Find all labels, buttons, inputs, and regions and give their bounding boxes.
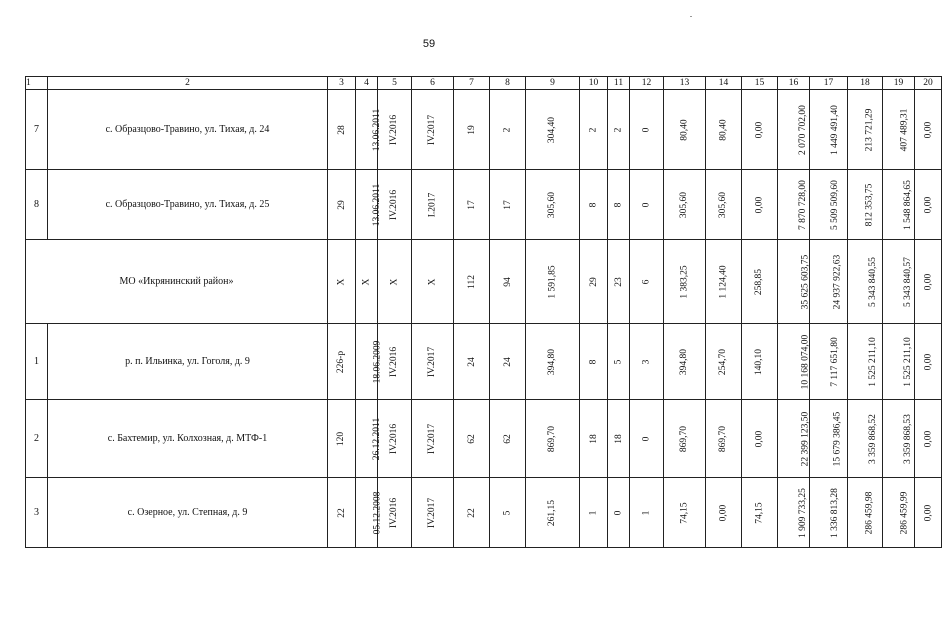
cell-value: 394,80	[547, 348, 558, 376]
cell-c11	[608, 170, 630, 240]
cell-c13	[664, 170, 706, 240]
cell-value: 8	[588, 359, 599, 365]
cell-c18	[848, 478, 883, 548]
cell-c10	[580, 170, 608, 240]
cell-c15	[742, 400, 778, 478]
cell-value: 26.12.2011	[372, 417, 383, 461]
cell-c11	[608, 324, 630, 400]
cell-c7	[454, 240, 490, 324]
cell-value: 94	[502, 277, 513, 287]
cell-value: 74,15	[679, 502, 690, 524]
cell-value: 258,85	[754, 268, 765, 296]
cell-c17	[810, 90, 848, 170]
cell-c4	[356, 170, 383, 240]
cell-value: 869,70	[718, 425, 729, 453]
cell-value: 226-р	[336, 350, 347, 374]
cell-value: IV.2017	[427, 423, 438, 455]
header-row	[26, 77, 942, 90]
cell-c15	[742, 170, 778, 240]
address-cell: с. Образцово-Травино, ул. Тихая, д. 24	[48, 90, 328, 170]
address-cell: р. п. Ильинка, ул. Гоголя, д. 9	[48, 324, 328, 400]
cell-c11	[608, 240, 630, 324]
cell-value: 394,80	[679, 348, 690, 376]
cell-value: X	[361, 278, 372, 286]
cell-value: 812 353,75	[864, 183, 875, 227]
cell-value: X	[389, 278, 400, 286]
column-header: 4	[356, 77, 378, 90]
cell-value: 0,00	[754, 430, 765, 448]
cell-c6	[412, 240, 454, 324]
cell-value: 24	[466, 357, 477, 367]
cell-value: 869,70	[679, 425, 690, 453]
column-header: 12	[630, 77, 664, 90]
cell-c15	[742, 324, 778, 400]
cell-value: 29	[588, 277, 599, 287]
cell-c17	[810, 400, 848, 478]
cell-value: 62	[466, 434, 477, 444]
cell-c12	[630, 400, 664, 478]
column-header: 5	[378, 77, 412, 90]
cell-value: 22 399 123,50	[800, 411, 811, 467]
cell-value: 1 336 813,28	[829, 488, 840, 538]
row-number: 3	[26, 478, 48, 548]
cell-value: 22	[336, 508, 347, 518]
cell-value: 80,40	[718, 119, 729, 141]
cell-c7	[454, 400, 490, 478]
cell-c9	[526, 170, 580, 240]
column-header: 17	[810, 77, 848, 90]
cell-c20	[915, 170, 942, 240]
cell-value: IV.2016	[389, 497, 400, 529]
cell-c3	[328, 90, 356, 170]
cell-value: IV.2016	[389, 114, 400, 146]
cell-c5	[378, 90, 412, 170]
register-table	[25, 76, 942, 548]
row-number: 2	[26, 400, 48, 478]
cell-c18	[848, 400, 883, 478]
cell-c20	[915, 240, 942, 324]
cell-value: 304,40	[547, 116, 558, 144]
cell-value: 7 117 651,80	[829, 337, 840, 387]
cell-c17	[810, 324, 848, 400]
cell-c9	[526, 90, 580, 170]
cell-value: 305,60	[718, 191, 729, 219]
cell-value: 1 383,25	[679, 265, 690, 299]
address-cell: с. Озерное, ул. Степная, д. 9	[48, 478, 328, 548]
cell-value: 0,00	[923, 430, 933, 448]
cell-value: 286 459,99	[899, 491, 910, 535]
cell-value: 8	[613, 202, 624, 208]
cell-c12	[630, 240, 664, 324]
cell-value: 15 679 386,45	[832, 411, 843, 467]
cell-c19	[883, 170, 915, 240]
cell-c17	[810, 170, 848, 240]
cell-value: 23	[613, 277, 624, 287]
column-header: 6	[412, 77, 454, 90]
cell-c16	[778, 324, 810, 400]
cell-value: 17	[466, 200, 477, 210]
cell-value: 869,70	[547, 425, 558, 453]
column-header: 14	[706, 77, 742, 90]
cell-value: 74,15	[754, 502, 765, 524]
cell-value: 0,00	[923, 504, 933, 522]
cell-value: 1	[588, 510, 599, 516]
cell-value: 0,00	[718, 504, 729, 522]
cell-c12	[630, 324, 664, 400]
row-number: 1	[26, 324, 48, 400]
cell-value: 0	[641, 436, 652, 442]
cell-c7	[454, 90, 490, 170]
cell-c4	[356, 400, 383, 478]
cell-value: 3 359 868,52	[867, 414, 878, 464]
cell-c11	[608, 90, 630, 170]
cell-c18	[848, 90, 883, 170]
cell-value: 0,00	[923, 353, 933, 371]
cell-c6	[412, 90, 454, 170]
cell-c10	[580, 400, 608, 478]
row-number: 7	[26, 90, 48, 170]
cell-value: 10 168 074,00	[800, 334, 811, 390]
cell-value: 3 359 868,53	[902, 414, 913, 464]
cell-value: IV.2017	[427, 114, 438, 146]
cell-value: 19	[466, 125, 477, 135]
cell-value: 305,60	[679, 191, 690, 219]
column-header: 16	[778, 77, 810, 90]
cell-c6	[412, 324, 454, 400]
cell-value: 0	[641, 202, 652, 208]
cell-c13	[664, 240, 706, 324]
cell-c10	[580, 240, 608, 324]
cell-value: IV.2017	[427, 346, 438, 378]
cell-c16	[778, 240, 810, 324]
cell-value: 213 721,29	[864, 108, 875, 152]
cell-value: IV.2016	[389, 346, 400, 378]
cell-value: 5 343 840,57	[902, 257, 913, 307]
cell-c3	[328, 478, 356, 548]
cell-c5	[378, 478, 412, 548]
column-header: 15	[742, 77, 778, 90]
cell-value: 261,15	[547, 499, 558, 527]
cell-value: 7 870 728,00	[797, 180, 808, 230]
cell-c9	[526, 240, 580, 324]
cell-value: 28	[336, 125, 347, 135]
cell-c6	[412, 400, 454, 478]
cell-c14	[706, 324, 742, 400]
cell-c12	[630, 90, 664, 170]
cell-c4	[356, 324, 383, 400]
cell-value: 1 591,85	[547, 265, 558, 299]
column-header: 11	[608, 77, 630, 90]
cell-value: 0,00	[923, 273, 933, 291]
cell-value: 1 548 864,65	[902, 180, 913, 230]
cell-c3	[328, 400, 356, 478]
column-header: 20	[915, 77, 942, 90]
cell-c19	[883, 90, 915, 170]
cell-c11	[608, 400, 630, 478]
cell-c19	[883, 240, 915, 324]
cell-c14	[706, 170, 742, 240]
cell-c14	[706, 90, 742, 170]
cell-value: 2 070 702,00	[797, 105, 808, 155]
cell-c8	[490, 324, 526, 400]
cell-c6	[412, 170, 454, 240]
cell-value: 13.06.2011	[372, 183, 383, 227]
cell-value: 120	[336, 431, 347, 447]
row-number: 8	[26, 170, 48, 240]
cell-value: 1	[641, 510, 652, 516]
cell-c16	[778, 90, 810, 170]
cell-c19	[883, 400, 915, 478]
cell-c9	[526, 400, 580, 478]
cell-value: X	[427, 278, 438, 286]
cell-c8	[490, 240, 526, 324]
cell-value: 1 449 491,40	[829, 105, 840, 155]
cell-c19	[883, 324, 915, 400]
cell-c18	[848, 324, 883, 400]
column-header: 1	[26, 77, 48, 90]
cell-c16	[778, 400, 810, 478]
cell-c10	[580, 324, 608, 400]
cell-c19	[883, 478, 915, 548]
cell-value: 05.12.2008	[372, 491, 383, 535]
cell-value: 407 489,31	[899, 108, 910, 152]
column-header: 3	[328, 77, 356, 90]
cell-c11	[608, 478, 630, 548]
column-header: 2	[48, 77, 328, 90]
cell-value: X	[336, 278, 347, 286]
cell-c4	[356, 90, 383, 170]
table-row	[26, 400, 942, 478]
cell-value: 22	[466, 508, 477, 518]
cell-c3	[328, 240, 356, 324]
cell-value: 0	[613, 510, 624, 516]
cell-c7	[454, 324, 490, 400]
cell-c15	[742, 90, 778, 170]
cell-c18	[848, 240, 883, 324]
cell-c16	[778, 170, 810, 240]
cell-c17	[810, 478, 848, 548]
cell-value: 305,60	[547, 191, 558, 219]
cell-value: 5 343 840,55	[867, 257, 878, 307]
cell-value: 0	[641, 127, 652, 133]
cell-value: 8	[588, 202, 599, 208]
cell-c8	[490, 90, 526, 170]
cell-c20	[915, 478, 942, 548]
cell-value: 5 509 509,60	[829, 180, 840, 230]
cell-c7	[454, 478, 490, 548]
cell-c10	[580, 478, 608, 548]
cell-c20	[915, 324, 942, 400]
table-row	[26, 478, 942, 548]
cell-value: 254,70	[718, 348, 729, 376]
cell-c8	[490, 170, 526, 240]
cell-value: 1 124,40	[718, 265, 729, 299]
cell-value: IV.2016	[389, 423, 400, 455]
table-row	[26, 324, 942, 400]
column-header: 10	[580, 77, 608, 90]
cell-c20	[915, 400, 942, 478]
cell-c10	[580, 90, 608, 170]
cell-value: 18	[588, 434, 599, 444]
cell-value: IV.2017	[427, 497, 438, 529]
cell-c13	[664, 478, 706, 548]
cell-value: I.2017	[427, 192, 438, 218]
cell-value: 1 909 733,25	[797, 488, 808, 538]
column-header: 8	[490, 77, 526, 90]
cell-value: 0,00	[754, 121, 765, 139]
cell-c16	[778, 478, 810, 548]
cell-value: 24	[502, 357, 513, 367]
cell-value: 29	[336, 200, 347, 210]
cell-c3	[328, 170, 356, 240]
cell-value: 17	[502, 200, 513, 210]
column-header: 9	[526, 77, 580, 90]
cell-c4	[356, 240, 378, 324]
cell-c14	[706, 400, 742, 478]
cell-value: 62	[502, 434, 513, 444]
table-row	[26, 90, 942, 170]
cell-c5	[378, 400, 412, 478]
address-cell: с. Образцово-Травино, ул. Тихая, д. 25	[48, 170, 328, 240]
cell-c12	[630, 478, 664, 548]
cell-value: 18.06.2009	[372, 340, 383, 384]
cell-c7	[454, 170, 490, 240]
cell-c14	[706, 240, 742, 324]
cell-c8	[490, 478, 526, 548]
cell-value: 2	[588, 127, 599, 133]
column-header: 13	[664, 77, 706, 90]
column-header: 19	[883, 77, 915, 90]
cell-value: 3	[641, 359, 652, 365]
cell-c17	[810, 240, 848, 324]
district-row	[26, 240, 942, 324]
district-name: МО «Икрянинский район»	[26, 240, 328, 324]
cell-value: 24 937 922,63	[832, 254, 843, 310]
column-header: 7	[454, 77, 490, 90]
scan-speck	[690, 16, 692, 17]
cell-value: 2	[613, 127, 624, 133]
cell-value: 140,10	[754, 348, 765, 376]
cell-c13	[664, 90, 706, 170]
cell-value: 80,40	[679, 119, 690, 141]
cell-c5	[378, 324, 412, 400]
cell-value: 5	[502, 510, 513, 516]
cell-value: IV.2016	[389, 189, 400, 221]
cell-c18	[848, 170, 883, 240]
column-header: 18	[848, 77, 883, 90]
cell-c14	[706, 478, 742, 548]
cell-value: 6	[641, 279, 652, 285]
cell-c15	[742, 478, 778, 548]
cell-value: 0,00	[754, 196, 765, 214]
cell-value: 1 525 211,10	[902, 337, 913, 387]
cell-c15	[742, 240, 778, 324]
cell-c4	[356, 478, 383, 548]
cell-value: 5	[613, 359, 624, 365]
cell-c13	[664, 324, 706, 400]
cell-c3	[328, 324, 356, 400]
cell-c5	[378, 170, 412, 240]
cell-value: 0,00	[923, 121, 933, 139]
cell-value: 13.06.2011	[372, 108, 383, 152]
address-cell: с. Бахтемир, ул. Колхозная, д. МТФ-1	[48, 400, 328, 478]
cell-c8	[490, 400, 526, 478]
cell-value: 2	[502, 127, 513, 133]
cell-c13	[664, 400, 706, 478]
cell-value: 112	[466, 275, 477, 289]
cell-value: 35 625 603,75	[800, 254, 811, 310]
cell-value: 0,00	[923, 196, 933, 214]
cell-value: 286 459,98	[864, 491, 875, 535]
cell-value: 1 525 211,10	[867, 337, 878, 387]
page-number: 59	[422, 38, 436, 50]
cell-c9	[526, 324, 580, 400]
table-row	[26, 170, 942, 240]
cell-value: 18	[613, 434, 624, 444]
cell-c9	[526, 478, 580, 548]
cell-c6	[412, 478, 454, 548]
cell-c20	[915, 90, 942, 170]
cell-c5	[378, 240, 412, 324]
cell-c12	[630, 170, 664, 240]
